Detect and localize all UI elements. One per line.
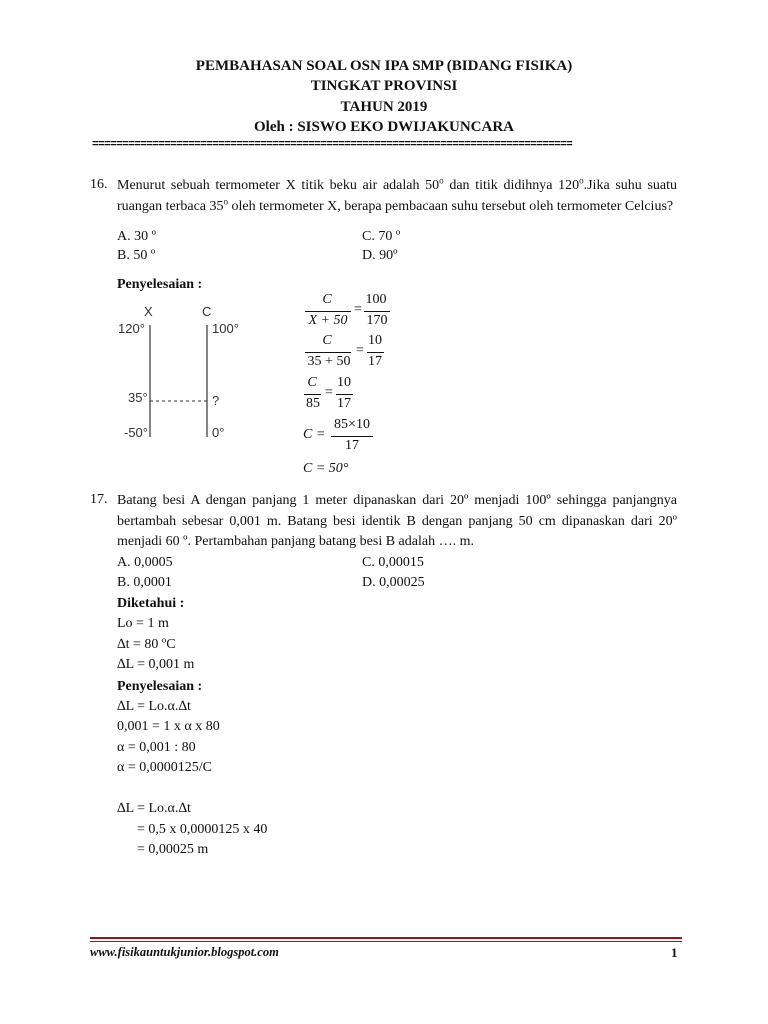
q17-known-1: Lo = 1 m bbox=[117, 616, 169, 631]
eq3-den: 85 bbox=[306, 396, 320, 411]
q17-known-2: ∆t = 80 ºC bbox=[117, 637, 176, 652]
eq2-den: 35 + 50 bbox=[307, 354, 351, 369]
diagram-c-mid: ? bbox=[212, 393, 220, 408]
diagram-label-x: X bbox=[144, 304, 153, 319]
q17-option-b: B. 0,0001 bbox=[117, 575, 172, 590]
q17-option-d: D. 0,00025 bbox=[362, 575, 425, 590]
q16-text: Menurut sebuah termometer X titik beku air adalah 50$^o$ dan titik didihnya 120$^o$.Jika suhu suatu ruangan terbaca 35$^o$ oleh termometer X, berapa pembacaan suhu tersebut oleh termometer Celcius? bbox=[117, 175, 678, 214]
q17-step2-3: = 0,00025 m bbox=[137, 842, 209, 857]
eq1-rnum: 100 bbox=[365, 292, 387, 307]
q16-number: 16. bbox=[90, 177, 108, 192]
eq2-num: C bbox=[322, 333, 332, 348]
diagram-x-bot: -50° bbox=[124, 425, 148, 440]
q17-option-a: A. 0,0005 bbox=[117, 555, 173, 570]
q17-step2-2: = 0,5 x 0,0000125 x 40 bbox=[137, 822, 268, 837]
q17-number: 17. bbox=[90, 492, 108, 507]
q17-step-1: ∆L = Lo.α.∆t bbox=[117, 699, 191, 714]
q17-step-2: 0,001 = 1 x α x 80 bbox=[117, 719, 220, 734]
footer-url: www.fisikauntukjunior.blogspot.com bbox=[90, 945, 279, 959]
diagram-x-top: 120° bbox=[118, 321, 145, 336]
q16-option-c: C. 70 º bbox=[362, 229, 401, 244]
doc-subtitle-year: TAHUN 2019 bbox=[340, 99, 428, 115]
q16-option-b: B. 50 º bbox=[117, 248, 156, 263]
q17-known-3: ∆L = 0,001 m bbox=[117, 657, 195, 672]
doc-author: Oleh : SISWO EKO DWIJAKUNCARA bbox=[253, 119, 515, 135]
diagram-label-c: C bbox=[202, 304, 212, 319]
q17-step-4: α = 0,0000125/C bbox=[117, 760, 212, 775]
eq1-equals: = bbox=[354, 302, 362, 317]
q17-text: Batang besi A dengan panjang 1 meter dipanaskan dari 20º menjadi 100º sehingga panjangnya bertambah sebesar 0,001 m. Batang besi identik B dengan panjang 50 cm dipanaskan dari 20º menjadi 60 º. Pertambahan panjang batang besi B adalah …. m. bbox=[117, 493, 677, 549]
eq1-rden: 170 bbox=[366, 313, 388, 328]
eq1-num: C bbox=[322, 292, 332, 307]
diagram-x-mid: 35° bbox=[128, 390, 148, 405]
eq1-den: X + 50 bbox=[308, 313, 348, 328]
q16-result: C = 50° bbox=[303, 461, 349, 476]
q17-solution-label: Penyelesaian : bbox=[117, 679, 203, 694]
footer-rule-thin bbox=[90, 941, 682, 942]
eq3-rden: 17 bbox=[337, 396, 351, 411]
doc-title: PEMBAHASAN SOAL OSN IPA SMP (BIDANG FISIKA) bbox=[195, 58, 573, 74]
eq3-num: C bbox=[307, 375, 317, 390]
q16-option-d: D. 90º bbox=[362, 248, 398, 263]
eq2-rnum: 10 bbox=[368, 333, 382, 348]
eq3-equals: = bbox=[325, 385, 333, 400]
page-number: 1 bbox=[671, 945, 678, 960]
eq2-equals: = bbox=[356, 343, 364, 358]
q17-known-label: Diketahui : bbox=[117, 596, 185, 611]
q17-step-3: α = 0,001 : 80 bbox=[117, 740, 196, 755]
q16-option-a: A. 30 º bbox=[117, 229, 156, 244]
header-separator: ================================================================================ bbox=[92, 139, 573, 151]
diagram-c-bot: 0° bbox=[212, 425, 225, 440]
q17-option-c: C. 0,00015 bbox=[362, 555, 424, 570]
eq4-den: 17 bbox=[345, 438, 359, 453]
q16-solution-label: Penyelesaian : bbox=[117, 277, 203, 292]
q17-step2-1: ∆L = Lo.α.∆t bbox=[117, 801, 191, 816]
eq4-num: 85×10 bbox=[334, 417, 370, 432]
eq4-lhs: C = bbox=[303, 427, 326, 442]
doc-subtitle-level: TINGKAT PROVINSI bbox=[310, 78, 458, 94]
eq2-rden: 17 bbox=[368, 354, 382, 369]
diagram-c-top: 100° bbox=[212, 321, 239, 336]
eq3-rnum: 10 bbox=[337, 375, 351, 390]
footer-rule-thick bbox=[90, 937, 682, 939]
